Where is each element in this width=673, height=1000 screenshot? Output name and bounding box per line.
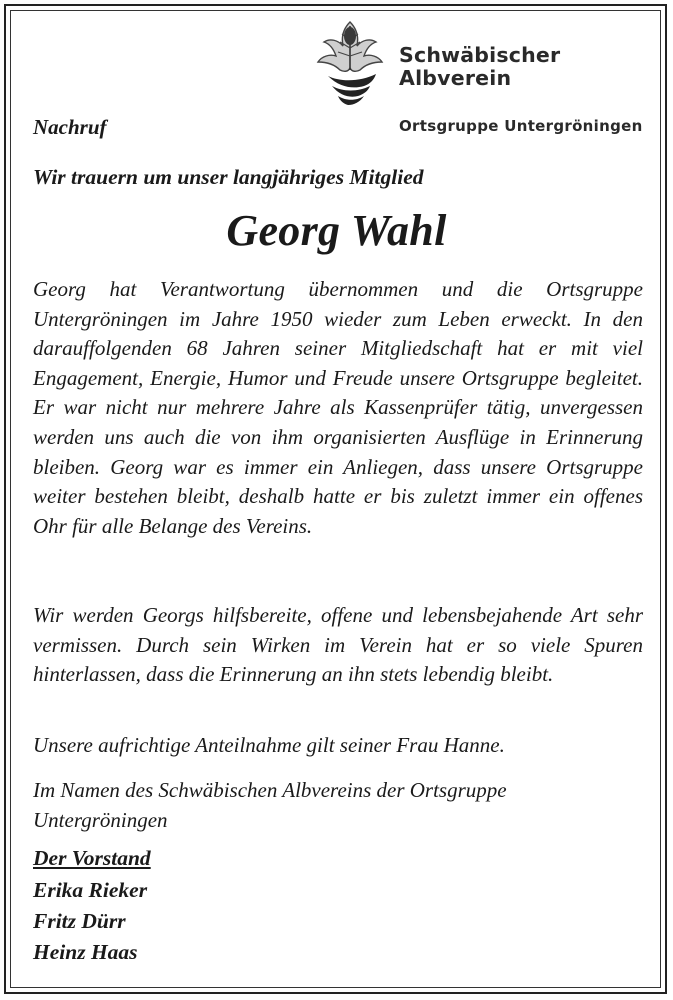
paragraph-condolence: Unsere aufrichtige Anteilnahme gilt seiner Frau Hanne. [33,733,505,757]
notice-subtitle: Wir trauern um unser langjähriges Mitglied [33,165,424,189]
org-group: Ortsgruppe Untergröningen [399,117,643,135]
deceased-name: Georg Wahl [226,206,447,255]
signature-name: Erika Rieker [33,878,148,902]
notice-label: Nachruf [33,115,107,139]
paragraph-on-behalf: Im Namen des Schwäbischen Albvereins der Ortsgruppe Untergröningen [33,778,507,832]
signature-name: Fritz Dürr [33,909,126,933]
signature-heading: Der Vorstand [33,846,151,870]
albverein-leaf-logo-icon [310,18,390,108]
signature-name: Heinz Haas [33,940,138,964]
org-name [399,44,560,90]
paragraph-tribute: Georg hat Verantwortung übernommen und die Ortsgruppe Untergröningen im Jahre 1950 wieder zum Leben erweckt. In den darauffolgenden 68 Jahren seiner Mitgliedschaft hat er mit viel Engagement, Energie, Humor und Freude unsere Ortsgruppe begleitet. Er war nicht nur mehrere Jahre als Kassenprüfer tätig, unvergessen werden uns auch die von ihm organisierten Ausflüge in Erinnerung bleiben. Georg war es immer ein Anliegen, dass unsere Ortsgruppe weiter bestehen bleibt, deshalb hatte er bis zuletzt immer ein offenes Ohr für alle Belange des Vereins. [33,277,643,538]
paragraph-remembrance: Wir werden Georgs hilfsbereite, offene und lebensbejahende Art sehr vermissen. Durch sein Wirken im Verein hat er so viele Spuren hinterlassen, dass die Erinnerung an ihn stets lebendig bleibt. [33,603,643,687]
org-name-line1: Schwäbischer [399,43,561,67]
org-name-line2: Albverein [399,66,512,90]
